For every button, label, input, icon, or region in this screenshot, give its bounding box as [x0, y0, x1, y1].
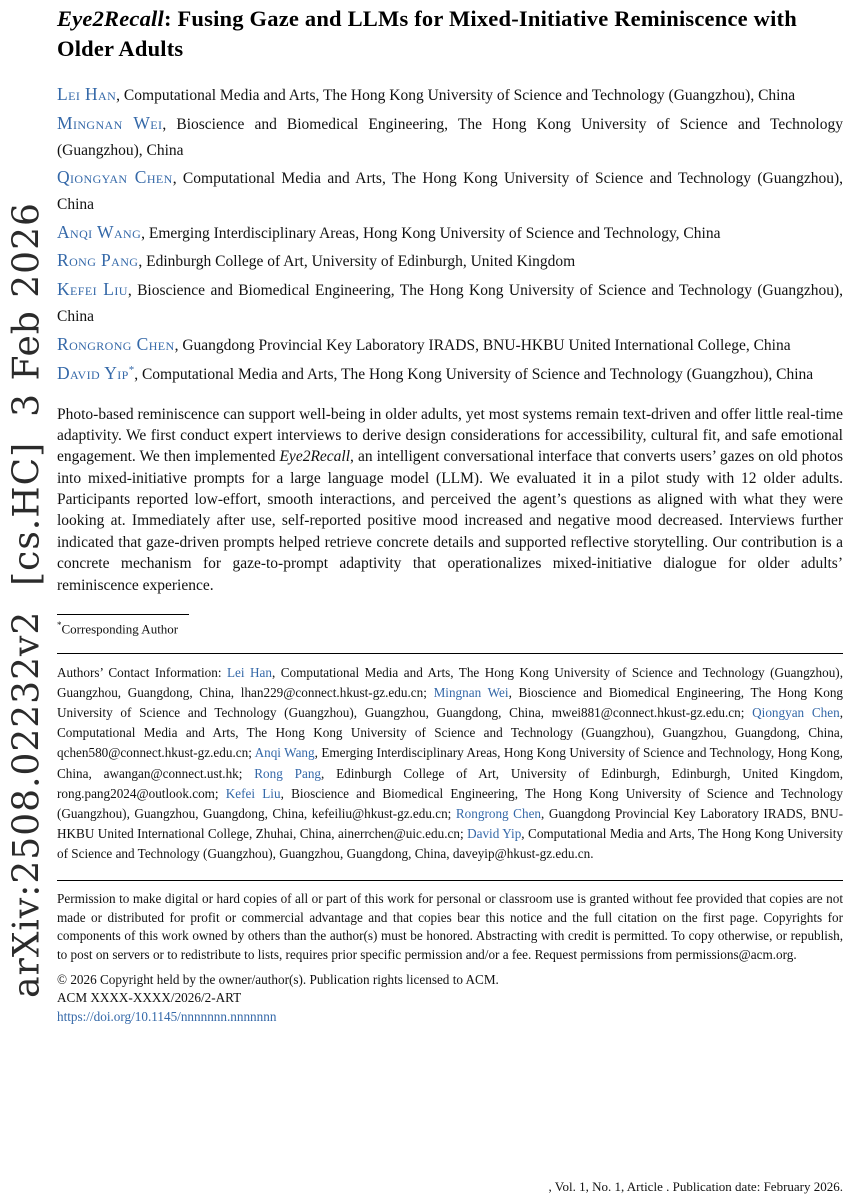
- author-name: Kefei Liu: [57, 279, 128, 300]
- text-segment: , Computational Media and Arts, The Hong Kong University of Science and Technology (Guangzhou), Guangzhou, Guangdong, China, lhan229@connect.hkust-gz.edu.cn;: [57, 665, 843, 701]
- permission-notice: Permission to make digital or hard copies of all or part of this work for personal or classroom use is granted without fee provided that copies are not made or distributed for profit or commercial advantage and that copies bear this notice and the full citation on the first page. Copyrights for components of this work owned by others than the author(s) must be honored. Abstracting with credit is permitted. To copy otherwise, or republish, to post on servers or to redistribute to lists, requires prior specific permission and/or a fee. Request permissions from permissions@acm.org.: [57, 890, 843, 963]
- author-affiliation: , Guangdong Provincial Key Laboratory IRADS, BNU-HKBU United International College, China: [174, 336, 791, 354]
- author-name: Qiongyan Chen: [57, 167, 173, 188]
- author-entry: [57, 359, 843, 388]
- section-divider: [57, 880, 843, 881]
- corresponding-author-marker: *: [128, 363, 135, 376]
- author-affiliation: , Computational Media and Arts, The Hong Kong University of Science and Technology (Guangzhou), China: [116, 86, 796, 104]
- author-affiliation: , Computational Media and Arts, The Hong Kong University of Science and Technology (Guangzhou), China: [57, 170, 843, 214]
- inline-link[interactable]: Kefei Liu: [225, 785, 281, 801]
- author-name: Rongrong Chen: [57, 333, 175, 354]
- section-divider: [57, 653, 843, 654]
- text-segment: , Computational Media and Arts, The Hong Kong University of Science and Technology (Guangzhou), Guangzhou, Guangdong, China, daveyip@hkust-gz.edu.cn.: [57, 825, 843, 861]
- contact-info: [57, 663, 843, 864]
- author-name: Lei Han: [57, 83, 117, 104]
- footnote-text: Corresponding Author: [61, 621, 179, 637]
- author-name: Mingnan Wei: [57, 112, 163, 133]
- author-affiliation: , Edinburgh College of Art, University of Edinburgh, United Kingdom: [138, 253, 576, 271]
- text-segment: Authors’ Contact Information:: [57, 665, 227, 681]
- text-segment: , Computational Media and Arts, The Hong Kong University of Science and Technology (Guangzhou), Guangzhou, Guangdong, China, qchen580@connect.hkust-gz.edu.cn;: [57, 705, 843, 761]
- author-entry: [57, 246, 843, 275]
- text-segment: , Bioscience and Biomedical Engineering, The Hong Kong University of Science and Technology (Guangzhou), Guangzhou, Guangdong, China, kefeiliu@hkust-gz.edu.cn;: [57, 785, 843, 821]
- acm-reference-line: ACM XXXX-XXXX/2026/2-ART: [57, 989, 242, 1005]
- footnote-block: [57, 614, 843, 637]
- author-affiliation: , Computational Media and Arts, The Hong Kong University of Science and Technology (Guangzhou), China: [134, 365, 814, 383]
- page-content: [57, 4, 843, 1025]
- author-affiliation: , Bioscience and Biomedical Engineering, The Hong Kong University of Science and Technology (Guangzhou), China: [57, 115, 843, 159]
- inline-link[interactable]: Rong Pang: [254, 765, 322, 781]
- author-affiliation: , Bioscience and Biomedical Engineering, The Hong Kong University of Science and Technology (Guangzhou), China: [57, 282, 844, 326]
- paper-title: [57, 4, 843, 64]
- text-segment: Photo-based reminiscence can support well-being in older adults, yet most systems remain text-driven and offer little real-time adaptivity. We first conduct expert interviews to derive design considerations for accessibility, cultural fit, and safe emotional engagement. We then implemented: [57, 405, 843, 466]
- doi-link[interactable]: https://doi.org/10.1145/nnnnnnn.nnnnnnn: [57, 1008, 277, 1024]
- author-entry: [57, 80, 843, 109]
- journal-footer: , Vol. 1, No. 1, Article . Publication date: February 2026.: [548, 1179, 843, 1194]
- arxiv-watermark: arXiv:2508.02232v2 [cs.HC] 3 Feb 2026: [6, 202, 48, 998]
- author-name: Rong Pang: [57, 250, 139, 271]
- author-entry: [57, 330, 843, 359]
- copyright-line: © 2026 Copyright held by the owner/author(s). Publication rights licensed to ACM.: [57, 971, 499, 987]
- author-entry: [57, 109, 843, 163]
- text-segment: , Edinburgh College of Art, University of Edinburgh, Edinburgh, United Kingdom, rong.pang2024@outlook.com;: [57, 765, 844, 801]
- inline-link[interactable]: David Yip: [467, 825, 522, 841]
- text-segment: : Fusing Gaze and LLMs for Mixed-Initiative Reminiscence with Older Adults: [57, 6, 797, 61]
- inline-link[interactable]: Mingnan Wei: [433, 685, 509, 701]
- footnote-rule: [57, 614, 189, 615]
- inline-link[interactable]: Anqi Wang: [254, 745, 315, 761]
- author-block: [57, 80, 843, 388]
- abstract: [57, 404, 843, 596]
- author-name: David Yip: [57, 362, 129, 383]
- inline-link[interactable]: Qiongyan Chen: [752, 705, 840, 721]
- inline-link[interactable]: Lei Han: [226, 665, 272, 681]
- author-entry: [57, 163, 843, 217]
- text-segment: , Bioscience and Biomedical Engineering, The Hong Kong University of Science and Technology (Guangzhou), Guangzhou, Guangdong, China, mwei881@connect.hkust-gz.edu.cn;: [57, 685, 844, 721]
- author-entry: [57, 218, 843, 247]
- inline-link[interactable]: Rongrong Chen: [455, 805, 542, 821]
- corresponding-author-note: [57, 620, 843, 637]
- author-affiliation: , Emerging Interdisciplinary Areas, Hong Kong University of Science and Technology, China: [141, 224, 721, 242]
- text-segment: , Guangdong Provincial Key Laboratory IRADS, BNU-HKBU United International College, Zhuhai, China, ainerrchen@uic.edu.cn;: [57, 805, 843, 841]
- author-name: Anqi Wang: [57, 221, 142, 242]
- italic-text: Eye2Recall: [57, 6, 164, 31]
- author-entry: [57, 275, 843, 329]
- italic-text: Eye2Recall: [279, 448, 351, 466]
- text-segment: , an intelligent conversational interface that converts users’ gazes on old photos into mixed-initiative prompts for a large language model (LLM). We evaluated it in a pilot study with 12 older adults. Participants reported low-effort, smooth interactions, and perceived the agent’s questions as aligned with what they were looking at. Immediately after use, self-reported positive mood increased and negative mood decreased. Interviews further indicated that gaze-driven prompts helped retrieve concrete details and supported reflective storytelling. Our contribution is a concrete mechanism for gaze-to-prompt adaptivity that operationalizes mixed-initiative dialogue for older adults’ reminiscence experience.: [57, 448, 843, 594]
- text-segment: , Emerging Interdisciplinary Areas, Hong Kong University of Science and Technology, Hong Kong, China, awangan@connect.ust.hk;: [57, 745, 843, 781]
- footnote-marker: *: [57, 619, 62, 630]
